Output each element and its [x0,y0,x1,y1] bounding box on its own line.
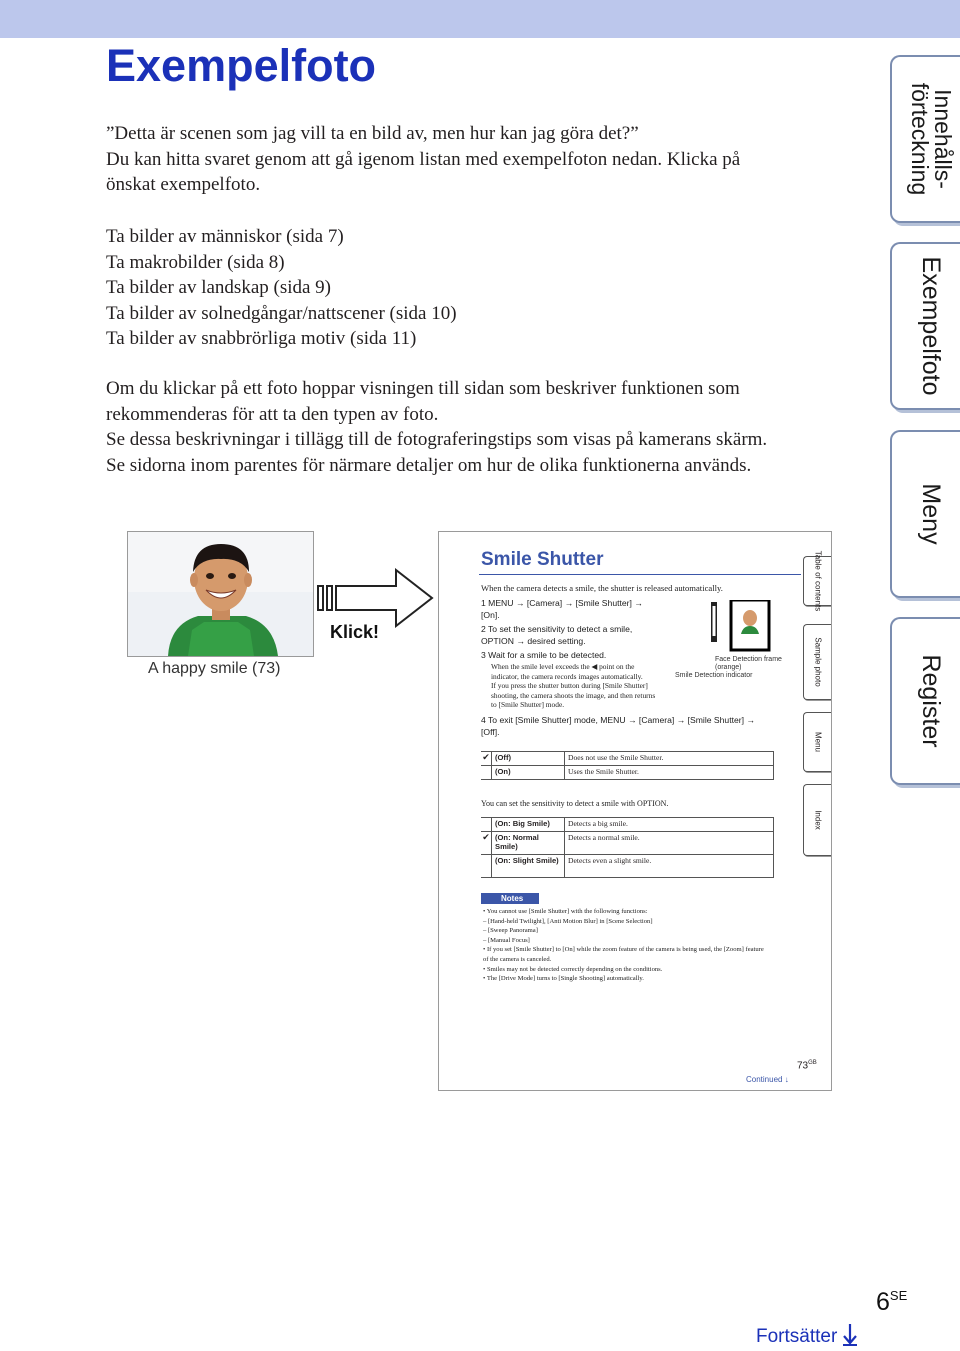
tab-label: Innehålls- förteckning [907,82,956,196]
photo-caption: A happy smile (73) [148,660,281,677]
manual-step: 3 Wait for a smile to be detected. [481,650,607,660]
manual-tab-contents: Table of contents [803,556,832,606]
big-smile-icon: (On: Big Smile) [492,818,565,832]
manual-step: 4 To exit [Smile Shutter] mode, MENU → [Camera] → [Smile Shutter] → [481,715,755,725]
table-row: (On: Big Smile) Detects a big smile. [481,818,774,832]
link-sunset-night[interactable]: Ta bilder av solnedgångar/nattscener (sida 10) [106,302,457,324]
face-frame-callout: Face Detection frame [715,656,782,663]
manual-title-rule [479,574,801,575]
table-row: ✔ (Off) Does not use the Smile Shutter. [481,752,774,766]
table-row: ✔ (On: Normal Smile) Detects a normal smile. [481,832,774,855]
intro-text [106,121,846,198]
tab-label: Register [917,654,945,748]
check-icon: ✔ [481,832,492,855]
tab-index[interactable] [890,617,960,785]
sample-photo-links [106,224,457,352]
click-arrow-icon [316,568,436,628]
intro-line: Du kan hitta svaret genom att gå igenom listan med exempelfoton nedan. Klicka på [106,148,741,170]
notes-badge: Notes [481,893,539,904]
smile-on-icon: (On) [492,766,565,780]
link-landscape[interactable]: Ta bilder av landskap (sida 9) [106,277,332,298]
manual-tab-menu: Menu [803,712,832,772]
sensitivity-table [481,817,774,878]
click-label: Klick! [330,622,380,642]
happy-smile-photo[interactable] [127,531,314,657]
slight-smile-icon: (On: Slight Smile) [492,855,565,878]
description-text [106,376,866,478]
link-people[interactable]: Ta bilder av människor (sida 7) [106,226,344,247]
manual-step: OPTION → desired setting. [481,636,586,646]
description-line: rekommenderas för att ta den typen av foto. [106,403,439,425]
page-number: $6^{SE}$ [876,1288,908,1316]
continued-link[interactable]: Fortsätter [756,1324,857,1348]
description-line: Se dessa beskrivningar i tillägg till de fotograferingstips som visas på kamerans skärm. [106,429,768,450]
sensitivity-text: You can set the sensitivity to detect a smile with OPTION. [481,799,669,808]
manual-tab-sample-photo: Sample photo [803,624,832,700]
manual-tab-index: Index [803,784,832,856]
normal-smile-icon: (On: Normal Smile) [492,832,565,855]
intro-line: önskat exempelfoto. [106,174,261,195]
table-row: (On) Uses the Smile Shutter. [481,766,774,780]
arrow-down-icon: ↓ [784,1075,789,1084]
arrow-down-icon [843,1324,857,1346]
intro-line: ”Detta är scenen som jag vill ta en bild av, men hur kan jag göra det?” [106,123,639,144]
description-line: Se sidorna inom parentes för närmare detaljer om hur de olika funktionerna används. [106,454,752,476]
tab-menu[interactable] [890,430,960,598]
tab-label: Exempelfoto [917,256,945,396]
manual-intro: When the camera detects a smile, the shutter is released automatically. [481,583,723,593]
manual-step: [Off]. [481,727,500,737]
boy-illustration [128,532,313,656]
smile-indicator-callout: Smile Detection indicator [675,672,753,679]
description-line: Om du klickar på ett foto hoppar visningen till sidan som beskriver funktionen som [106,378,740,399]
page-title: Exempelfoto [106,40,377,91]
tab-table-of-contents[interactable] [890,55,960,223]
camera-screen-icon [711,600,795,654]
link-macro[interactable]: Ta makrobilder (sida 8) [106,251,285,273]
manual-page-number: $73^{GB}$ [797,1060,817,1072]
manual-step: 1 MENU → [Camera] → [Smile Shutter] → [481,598,643,608]
manual-continued: Continued ↓ [746,1075,789,1084]
table-row: (On: Slight Smile) Detects even a slight smile. [481,855,774,878]
top-bar [0,0,960,38]
manual-notes: • You cannot use [Smile Shutter] with the following functions: – [Hand-held Twilight], [Anti Motion Blur] in [Scene Selection] – [Sweep Panorama] – [Manual Focus] • If you set [Smile Shutter] to [On] while the zoom feature of the camera is being used, the [Zoom] feature of the camera is canceled. • Smiles may not be detected correctly depending on the conditions. • The [Drive Mode] turns to [Single Shooting] automatically. [483,908,764,983]
manual-title: Smile Shutter [481,549,604,570]
tab-label: Meny [917,483,945,545]
smile-shutter-table [481,751,774,780]
manual-step: [On]. [481,610,500,620]
face-frame-color: (orange) [715,664,742,671]
check-icon: ✔ [481,752,492,766]
manual-step3-detail: When the smile level exceeds the ◀ point on the indicator, the camera records images automatically. If you press the shutter button during [Smile Shutter] shooting, the camera shoots the image, and then returns to [Smile Shutter] mode. [491,662,656,710]
manual-step: 2 To set the sensitivity to detect a smile, [481,624,633,634]
manual-page-preview[interactable] [438,531,832,1091]
tab-sample-photo[interactable] [890,242,960,410]
smile-off-icon: (Off) [492,752,565,766]
link-fast-moving[interactable]: Ta bilder av snabbrörliga motiv (sida 11) [106,328,417,349]
